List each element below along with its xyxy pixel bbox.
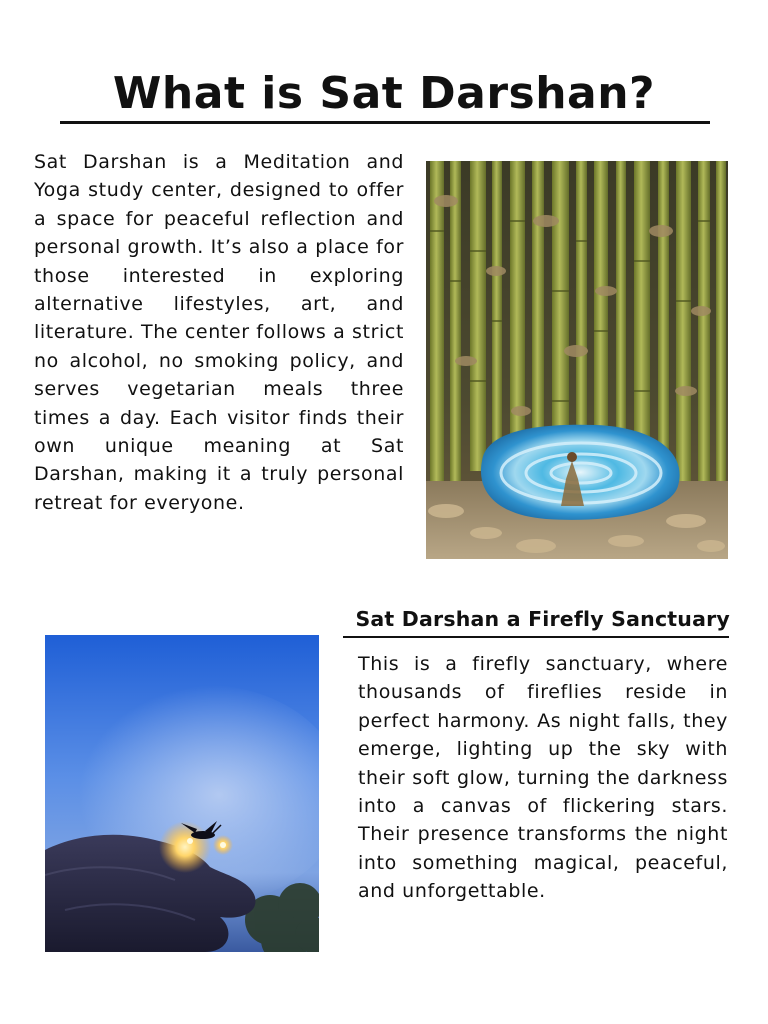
section-divider [343, 636, 729, 638]
bamboo-painted-rock-photo [426, 161, 728, 559]
bamboo-scene-illustration [426, 161, 728, 559]
title-divider [60, 121, 710, 124]
intro-paragraph: Sat Darshan is a Meditation and Yoga study center, designed to offer a space for peaceful reflection and personal growth. It’s also a place for those interested in exploring alternative lifestyles, art, and literature. The center follows a strict no alcohol, no smoking policy, and serves vegetarian meals three times a day. Each visitor finds their own unique meaning at Sat Darshan, making it a truly personal retreat for everyone. [34, 151, 404, 514]
firefly-photo [45, 635, 319, 952]
page-title: What is Sat Darshan? [112, 68, 656, 119]
firefly-paragraph: This is a firefly sanctuary, where thousands of fireflies reside in perfect harmony. As night falls, they emerge, lighting up the sky with their soft glow, turning the darkness into a canvas of flickering stars. Their presence transforms the night into something magical, peaceful, and unforgettable. [358, 653, 728, 903]
firefly-hand-illustration [45, 635, 319, 952]
section-heading: Sat Darshan a Firefly Sanctuary [355, 607, 730, 631]
